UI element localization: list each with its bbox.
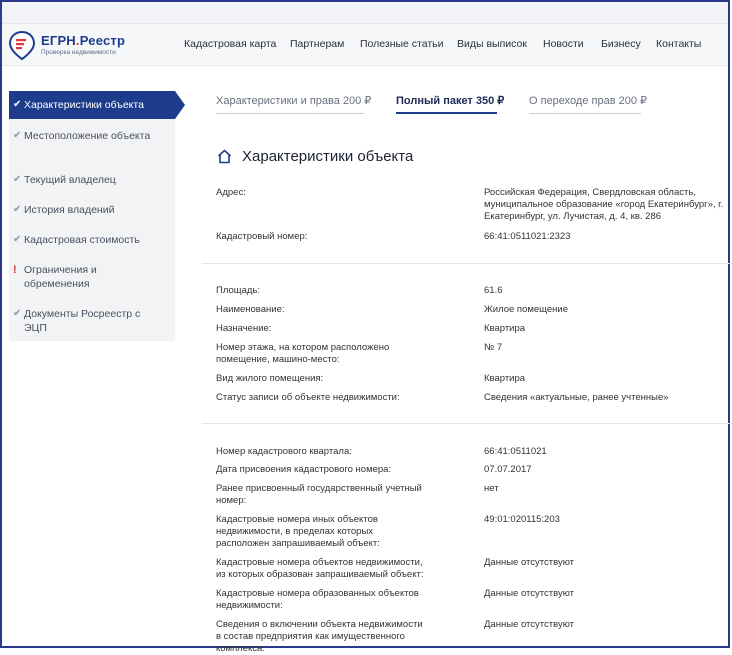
row-value-area: 61.6 xyxy=(484,285,503,296)
sidebar-item-current-owner[interactable] xyxy=(9,173,175,189)
logo-title: ЕГРН.Реестр xyxy=(41,33,126,48)
row-label-name: Наименование: xyxy=(216,304,285,315)
row-label-assignment-date: Дата присвоения кадастрового номера: xyxy=(216,464,392,475)
check-icon: ✔ xyxy=(13,234,22,245)
nav-contacts[interactable]: Контакты xyxy=(656,38,702,50)
tab-full-package[interactable]: Полный пакет 350 ₽ xyxy=(396,94,497,114)
row-value-enterprise-inclusion: Данные отсутствуют xyxy=(484,619,574,630)
row-value-record-status: Сведения «актуальные, ранее учтенные» xyxy=(484,392,669,403)
package-tabs xyxy=(2,94,728,116)
section-title: Характеристики объекта xyxy=(242,148,414,165)
row-value-name: Жилое помещение xyxy=(484,304,569,315)
check-icon: ✔ xyxy=(13,174,22,185)
sidebar-item-ownership-history[interactable] xyxy=(9,203,175,219)
tab-characteristics-rights[interactable]: Характеристики и права 200 ₽ xyxy=(216,94,364,114)
warning-icon: ! xyxy=(13,264,17,276)
row-label-derived-objects: Кадастровые номера образованных объектов недвижимости: xyxy=(216,588,419,611)
row-value-cadastral-number: 66:41:0511021:2323 xyxy=(484,231,571,242)
sidebar-item-documents[interactable] xyxy=(9,307,175,337)
sidebar-item-cadastral-value[interactable] xyxy=(9,233,175,249)
row-label-previous-number: Ранее присвоенный государственный учетный номер: xyxy=(216,483,422,506)
row-label-enterprise-inclusion: Сведения о включении объекта недвижимости в состав предприятия как имущественного комплекса: xyxy=(216,619,423,654)
row-value-floor: № 7 xyxy=(484,342,503,353)
row-label-dwelling-type: Вид жилого помещения: xyxy=(216,373,324,384)
section-divider xyxy=(202,423,732,424)
nav-business[interactable]: Бизнесу xyxy=(601,38,641,50)
nav-statement-types[interactable]: Виды выписок xyxy=(457,38,527,50)
row-value-source-objects: Данные отсутствуют xyxy=(484,557,574,568)
check-icon: ✔ xyxy=(13,204,22,215)
site-header xyxy=(2,24,728,66)
row-value-previous-number: нет xyxy=(484,483,499,494)
check-icon: ✔ xyxy=(13,99,22,110)
home-icon xyxy=(217,149,232,164)
sidebar-item-label: Кадастровая стоимость xyxy=(24,234,140,246)
check-icon: ✔ xyxy=(13,130,22,141)
browser-top-strip xyxy=(2,2,728,24)
sidebar-item-label: Документы Росреестр с ЭЦП xyxy=(24,308,141,334)
row-value-quarter-number: 66:41:0511021 xyxy=(484,446,547,457)
sidebar xyxy=(9,91,175,341)
logo-subtitle: Проверка недвижимости xyxy=(41,49,116,56)
row-label-floor: Номер этажа, на котором расположено помещение, машино-место: xyxy=(216,342,390,365)
nav-partners[interactable]: Партнерам xyxy=(290,38,345,50)
sidebar-item-location[interactable] xyxy=(9,129,175,159)
row-value-derived-objects: Данные отсутствуют xyxy=(484,588,574,599)
row-value-assignment-date: 07.07.2017 xyxy=(484,464,532,475)
row-label-address: Адрес: xyxy=(216,187,246,198)
row-label-source-objects: Кадастровые номера объектов недвижимости, из которых образован запрашиваемый объект: xyxy=(216,557,424,580)
row-label-parent-objects: Кадастровые номера иных объектов недвижимости, в пределах которых расположен запрашиваемый объект: xyxy=(216,514,380,549)
sidebar-item-restrictions[interactable] xyxy=(9,263,175,293)
row-value-parent-objects: 49:01:020115:203 xyxy=(484,514,560,525)
row-label-purpose: Назначение: xyxy=(216,323,272,334)
nav-news[interactable]: Новости xyxy=(543,38,584,50)
row-label-record-status: Статус записи об объекте недвижимости: xyxy=(216,392,400,403)
section-divider xyxy=(202,263,732,264)
tab-rights-transfer[interactable]: О переходе прав 200 ₽ xyxy=(529,94,641,114)
main-nav xyxy=(2,38,728,54)
row-value-purpose: Квартира xyxy=(484,323,526,334)
sidebar-item-label: Характеристики объекта xyxy=(24,99,144,111)
row-value-address: Российская Федерация, Свердловская область, муниципальное образование «город Екатеринбург», г. Екатеринбург, ул. Лучистая, д. 4, кв. 286 xyxy=(484,187,724,222)
row-label-area: Площадь: xyxy=(216,285,260,296)
row-label-cadastral-number: Кадастровый номер: xyxy=(216,231,308,242)
row-label-quarter-number: Номер кадастрового квартала: xyxy=(216,446,352,457)
check-icon: ✔ xyxy=(13,308,22,319)
nav-cadastral-map[interactable]: Кадастровая карта xyxy=(184,38,277,50)
sidebar-item-label: Ограничения и обременения xyxy=(24,264,97,290)
sidebar-item-label: Текущий владелец xyxy=(24,174,116,186)
nav-useful-articles[interactable]: Полезные статьи xyxy=(360,38,444,50)
row-value-dwelling-type: Квартира xyxy=(484,373,526,384)
sidebar-item-label: История владений xyxy=(24,204,115,216)
sidebar-item-label: Местоположение объекта xyxy=(24,130,151,142)
